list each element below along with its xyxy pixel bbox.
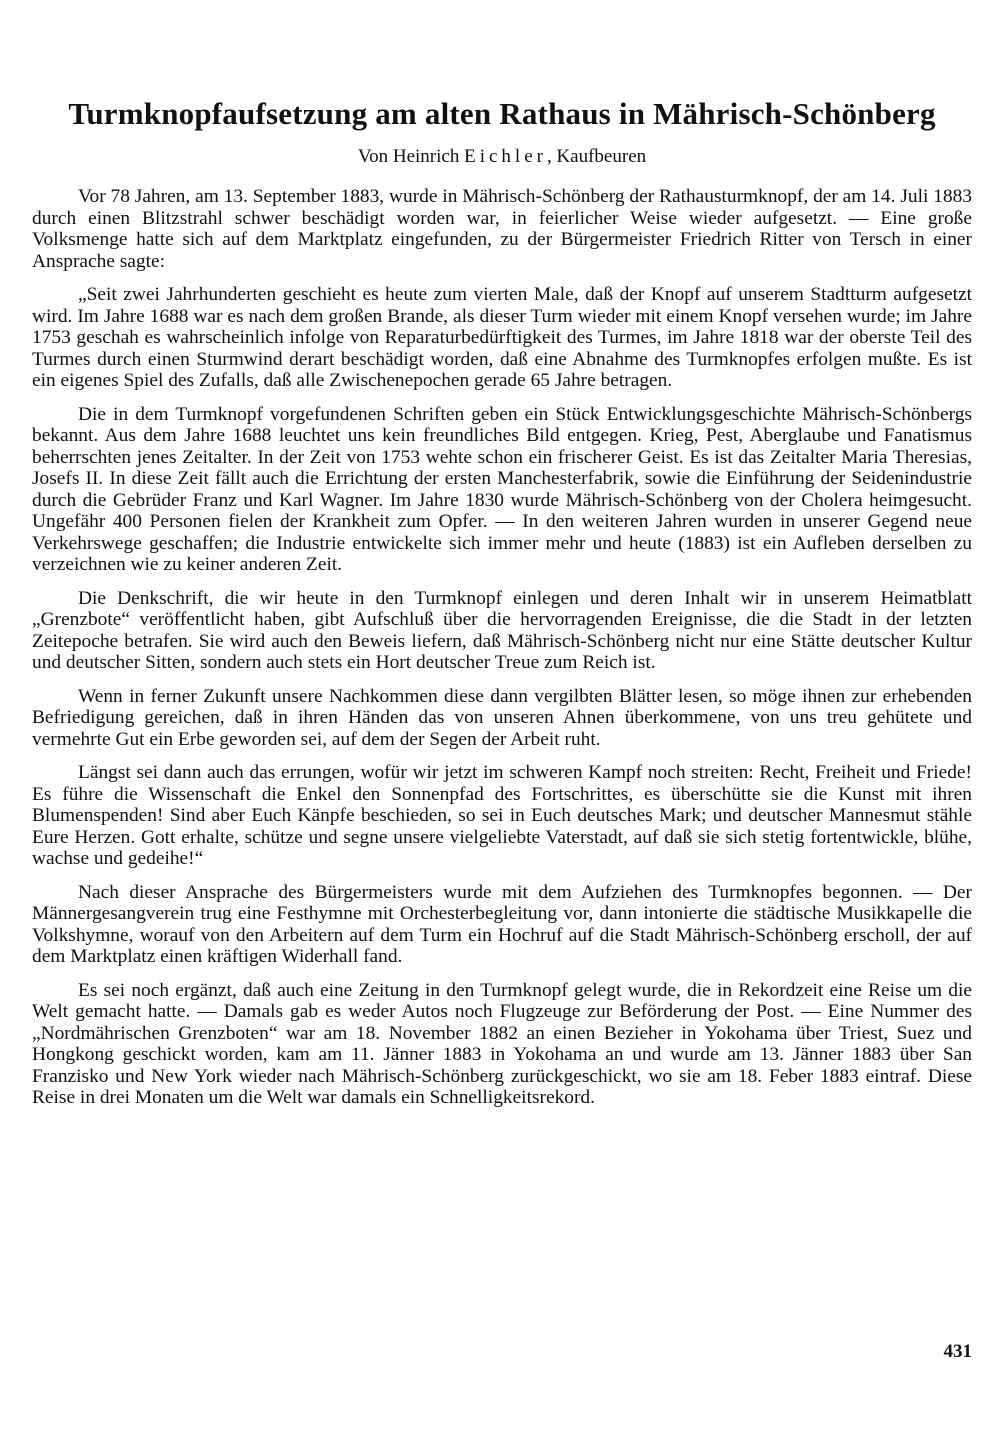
article-body (32, 186, 972, 1109)
byline-suffix: , Kaufbeuren (546, 146, 647, 167)
paragraph-speech-2: Die in dem Turmknopf vorgefundenen Schriften geben ein Stück Entwicklungsgeschichte Mährisch-Schönbergs bekannt. Aus dem Jahre 1688 leuchtet uns kein freundliches Bild entgegen. Krieg, Pest, Aberglaube und Fanatismus beherrschten jenes Zeitalter. In der Zeit von 1753 wehte schon ein frischerer Geist. Es ist das Zeitalter Maria Theresias, Josefs II. In diese Zeit fällt auch die Errichtung der ersten Manchesterfabrik, sowie die Einführung der Seidenindustrie durch die Gebrüder Franz und Karl Wagner. Im Jahre 1830 wurde Mährisch-Schönberg von der Cholera heimgesucht. Ungefähr 400 Personen fielen der Krankheit zum Opfer. — In den weiteren Jahren wurden in unserer Gegend neue Verkehrswege geschaffen; die Industrie entwickelte sich immer mehr und heute (1883) ist ein Aufleben derselben zu verzeichnen wie zu keiner anderen Zeit. (32, 403, 972, 575)
article (32, 95, 972, 1121)
byline (32, 145, 972, 169)
page-number: 431 (943, 1341, 972, 1362)
paragraph-intro: Vor 78 Jahren, am 13. September 1883, wurde in Mährisch-Schönberg der Rathausturmknopf, der am 14. Juli 1883 durch einen Blitzstrahl schwer beschädigt worden war, in feierlicher Weise wieder aufgesetzt. — Eine große Volksmenge hatte sich auf dem Marktplatz eingefunden, zu der Bürgermeister Friedrich Ritter von Tersch in einer Ansprache sagte: (32, 186, 972, 272)
paragraph-speech-4: Wenn in ferner Zukunft unsere Nachkommen diese dann vergilbten Blätter lesen, so möge ihnen zur erhebenden Befriedigung gereichen, daß in ihren Händen das von unseren Ahnen überkommene, von uns treu gehütete und vermehrte Gut ein Erbe geworden sei, auf dem der Segen der Arbeit ruht. (32, 685, 972, 750)
paragraph-newspaper: Es sei noch ergänzt, daß auch eine Zeitung in den Turmknopf gelegt wurde, die in Rekordzeit eine Reise um die Welt gemacht hatte. — Damals gab es weder Autos noch Flugzeuge zur Beförderung der Post. — Eine Nummer des „Nordmährischen Grenzboten“ war am 18. November 1882 an einen Bezieher in Yokohama über Triest, Suez und Hongkong geschickt worden, kam am 11. Jänner 1883 in Yokohama an und wurde am 13. Jänner 1883 über San Franzisko und New York wieder nach Mährisch-Schönberg zurückgeschickt, wo sie am 18. Feber 1883 eintraf. Diese Reise in drei Monaten um die Welt war damals ein Schnelligkeitsrekord. (32, 979, 972, 1108)
paragraph-speech-1: „Seit zwei Jahrhunderten geschieht es heute zum vierten Male, daß der Knopf auf unserem Stadtturm aufgesetzt wird. Im Jahre 1688 war es nach dem großen Brande, als dieser Turm wieder mit einem Knopf versehen wurde; im Jahre 1753 geschah es wahrscheinlich infolge von Reparaturbedürftigkeit des Turmes, im Jahre 1818 war der oberste Teil des Turmes durch einen Sturmwind derart beschädigt worden, daß eine Abnahme des Turmknopfes erfolgen mußte. Es ist ein eigenes Spiel des Zufalls, daß alle Zwischenepochen gerade 65 Jahre betragen. (32, 284, 972, 391)
byline-prefix: Von Heinrich (357, 146, 460, 167)
paragraph-speech-5: Längst sei dann auch das errungen, wofür wir jetzt im schweren Kampf noch streiten: Recht, Freiheit und Friede! Es führe die Wissenschaft die Enkel den Sonnenpfad des Fortschrittes, es überschütte sie die Kunst mit ihren Blumenspenden! Sind aber Euch Känpfe beschieden, so sei in Euch deutsches Mark; und deutscher Mannesmut stähle Eure Herzen. Gott erhalte, schütze und segne unsere vielgeliebte Vaterstadt, auf daß sie sich stetig fortentwickle, blühe, wachse und gedeihe!“ (32, 762, 972, 869)
paragraph-speech-3: Die Denkschrift, die wir heute in den Turmknopf einlegen und deren Inhalt wir in unserem Heimatblatt „Grenzbote“ veröffentlicht haben, gibt Aufschluß über die hervorragenden Ereignisse, die die Stadt in der letzten Zeitepoche betrafen. Sie wird auch den Beweis liefern, daß Mährisch-Schönberg nicht nur eine Stätte deutscher Kultur und deutscher Sitten, sondern auch stets ein Hort deutscher Treue zum Reich ist. (32, 587, 972, 673)
article-title: Turmknopfaufsetzung am alten Rathaus in Mährisch-Schönberg (68, 96, 936, 131)
paragraph-ceremony: Nach dieser Ansprache des Bürgermeisters wurde mit dem Aufziehen des Turmknopfes begonnen. — Der Männergesangverein trug eine Festhymne mit Orchesterbegleitung vor, dann intonierte die städtische Musikkapelle die Volkshymne, worauf von den Arbeitern auf dem Turm ein Hochruf auf die Stadt Mährisch-Schönberg erscholl, der auf dem Marktplatz einen kräftigen Widerhall fand. (32, 881, 972, 967)
author-surname: Eichler (464, 146, 547, 167)
